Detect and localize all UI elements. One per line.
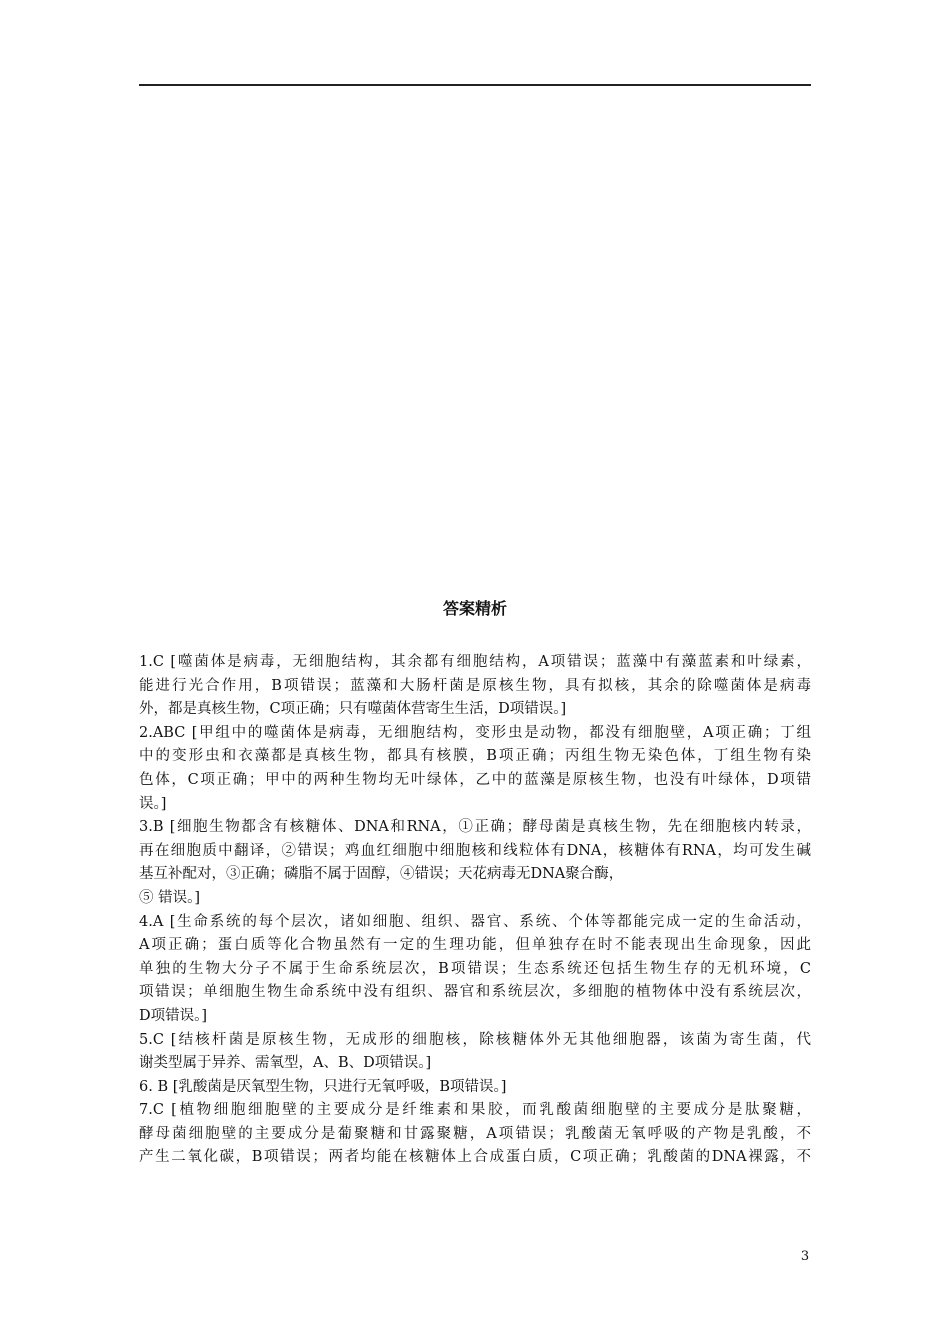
answer-line: 2.ABC [甲组中的噬菌体是病毒，无细胞结构，变形虫是动物，都没有细胞壁，A项正确；丁组 (139, 724, 811, 741)
answer-line: 项错误；单细胞生物生命系统中没有组织、器官和系统层次，多细胞的植物体中没有系统层次， (139, 984, 811, 1001)
answer-line: 误。] (139, 795, 167, 812)
answer-line: 能进行光合作用，B项错误；蓝藻和大肠杆菌是原核生物，具有拟核，其余的除噬菌体是病毒 (139, 677, 811, 694)
section-title: 答案精析 (442, 599, 507, 618)
header-rule (139, 84, 811, 86)
answer-line: 6. B [乳酸菌是厌氧型生物，只进行无氧呼吸，B项错误。] (139, 1078, 507, 1095)
answer-line: 单独的生物大分子不属于生命系统层次，B项错误；生态系统还包括生物生存的无机环境，C (139, 960, 811, 977)
answer-line: 3.B [细胞生物都含有核糖体、DNA和RNA，①正确；酵母菌是真核生物，先在细胞核内转录， (139, 819, 811, 836)
answer-line: 产生二氧化碳，B项错误；两者均能在核糖体上合成蛋白质，C项正确；乳酸菌的DNA裸露，不 (139, 1149, 811, 1166)
answer-line: 色体，C项正确；甲中的两种生物均无叶绿体，乙中的蓝藻是原核生物，也没有叶绿体，D项错 (139, 771, 811, 788)
answer-line: 4.A [生命系统的每个层次，诸如细胞、组织、器官、系统、个体等都能完成一定的生命活动， (139, 913, 811, 930)
page-number: 3 (800, 1249, 810, 1264)
answer-line: A项正确；蛋白质等化合物虽然有一定的生理功能，但单独存在时不能表现出生命现象，因此 (139, 937, 811, 954)
answer-analysis-body (139, 651, 811, 1170)
answer-line: 外，都是真核生物，C项正确；只有噬菌体营寄生生活，D项错误。] (139, 701, 567, 718)
answer-line: 酵母菌细胞壁的主要成分是葡聚糖和甘露聚糖，A项错误；乳酸菌无氧呼吸的产物是乳酸，不 (139, 1125, 811, 1142)
answer-line: 中的变形虫和衣藻都是真核生物，都具有核膜，B项正确；丙组生物无染色体，丁组生物有染 (139, 748, 811, 765)
answer-line: 谢类型属于异养、需氧型，A、B、D项错误。] (139, 1055, 432, 1072)
answer-line: 再在细胞质中翻译，②错误；鸡血红细胞中细胞核和线粒体有DNA，核糖体有RNA，均可发生碱 (139, 842, 811, 859)
answer-line: 5.C [结核杆菌是原核生物，无成形的细胞核，除核糖体外无其他细胞器，该菌为寄生菌，代 (139, 1031, 811, 1048)
answer-line: 基互补配对，③正确；磷脂不属于固醇，④错误；天花病毒无DNA聚合酶， (139, 866, 624, 883)
answer-line: 1.C [噬菌体是病毒，无细胞结构，其余都有细胞结构，A项错误；蓝藻中有藻蓝素和叶绿素， (139, 654, 811, 670)
answer-line: D项错误。] (139, 1007, 208, 1024)
answer-line: 7.C [植物细胞细胞壁的主要成分是纤维素和果胶，而乳酸菌细胞壁的主要成分是肽聚糖， (139, 1102, 811, 1119)
answer-line: ⑤ 错误。] (139, 889, 201, 906)
